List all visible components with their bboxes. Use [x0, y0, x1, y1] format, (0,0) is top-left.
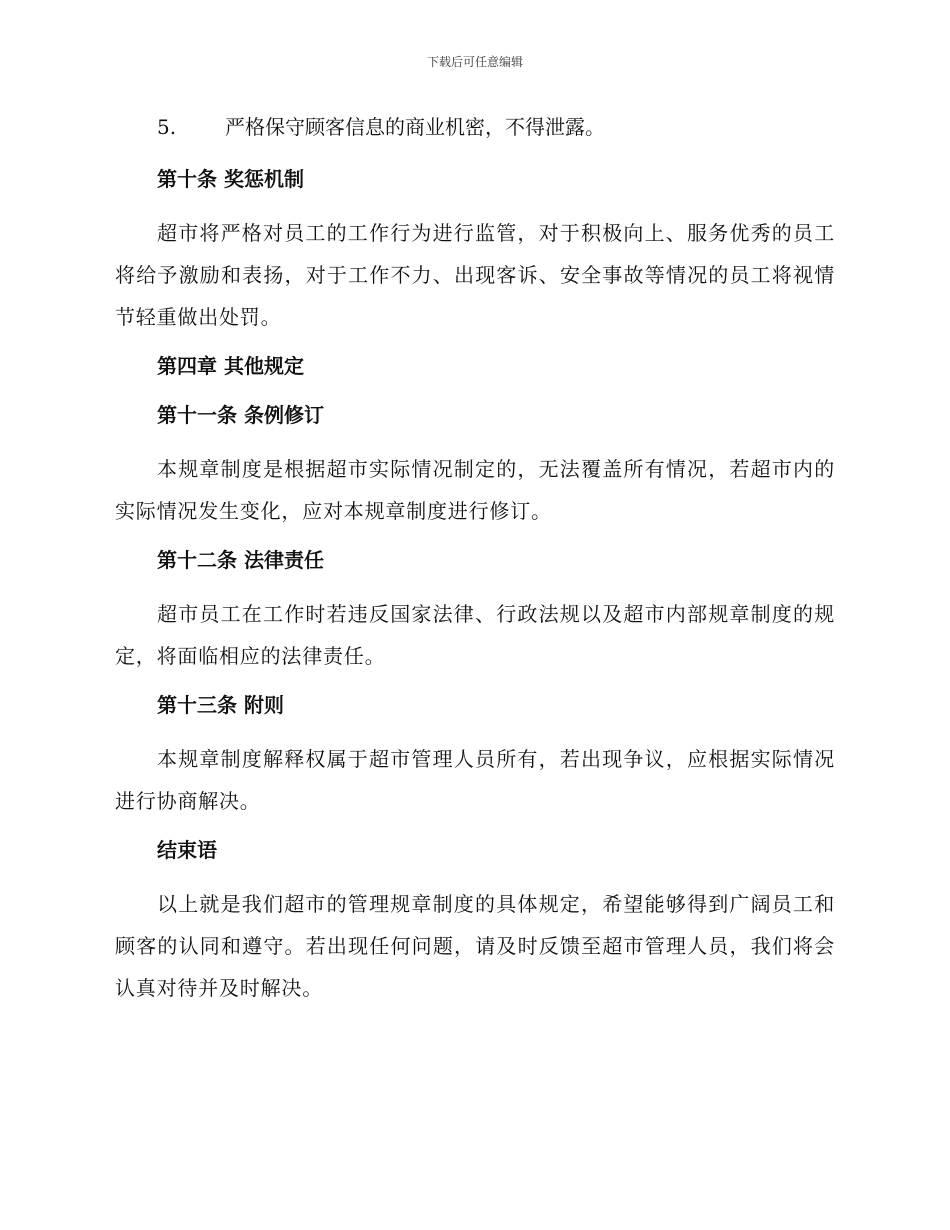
chapter-4-heading: 第四章 其他规定 [157, 354, 304, 378]
article-11-paragraph: 本规章制度是根据超市实际情况制定的，无法覆盖所有情况，若超市内的实际情况发生变化，应对本规章制度进行修订。 [115, 457, 835, 523]
article-10-heading: 第十条 奖惩机制 [157, 167, 304, 191]
article-12-paragraph: 超市员工在工作时若违反国家法律、行政法规以及超市内部规章制度的规定，将面临相应的法律责任。 [115, 602, 835, 668]
list-item-text: 严格保守顾客信息的商业机密，不得泄露。 [225, 115, 605, 139]
article-11-heading: 第十一条 条例修订 [157, 403, 324, 427]
conclusion-paragraph: 以上就是我们超市的管理规章制度的具体规定，希望能够得到广阔员工和顾客的认同和遵守。若出现任何问题，请及时反馈至超市管理人员，我们将会认真对待并及时解决。 [115, 892, 835, 1000]
list-item-5 [115, 111, 835, 143]
article-12-heading: 第十二条 法律责任 [157, 548, 324, 572]
page-header: 下载后可任意编辑 [426, 55, 523, 69]
article-13-paragraph: 本规章制度解释权属于超市管理人员所有，若出现争议，应根据实际情况进行协商解决。 [115, 747, 835, 813]
conclusion-heading: 结束语 [157, 838, 217, 862]
document-body [115, 111, 835, 1021]
article-10-paragraph: 超市将严格对员工的工作行为进行监管，对于积极向上、服务优秀的员工将给予激励和表扬，对于工作不力、出现客诉、安全事故等情况的员工将视情节轻重做出处罚。 [115, 221, 835, 329]
list-item-number: 5. [157, 115, 177, 139]
article-13-heading: 第十三条 附则 [157, 693, 284, 717]
